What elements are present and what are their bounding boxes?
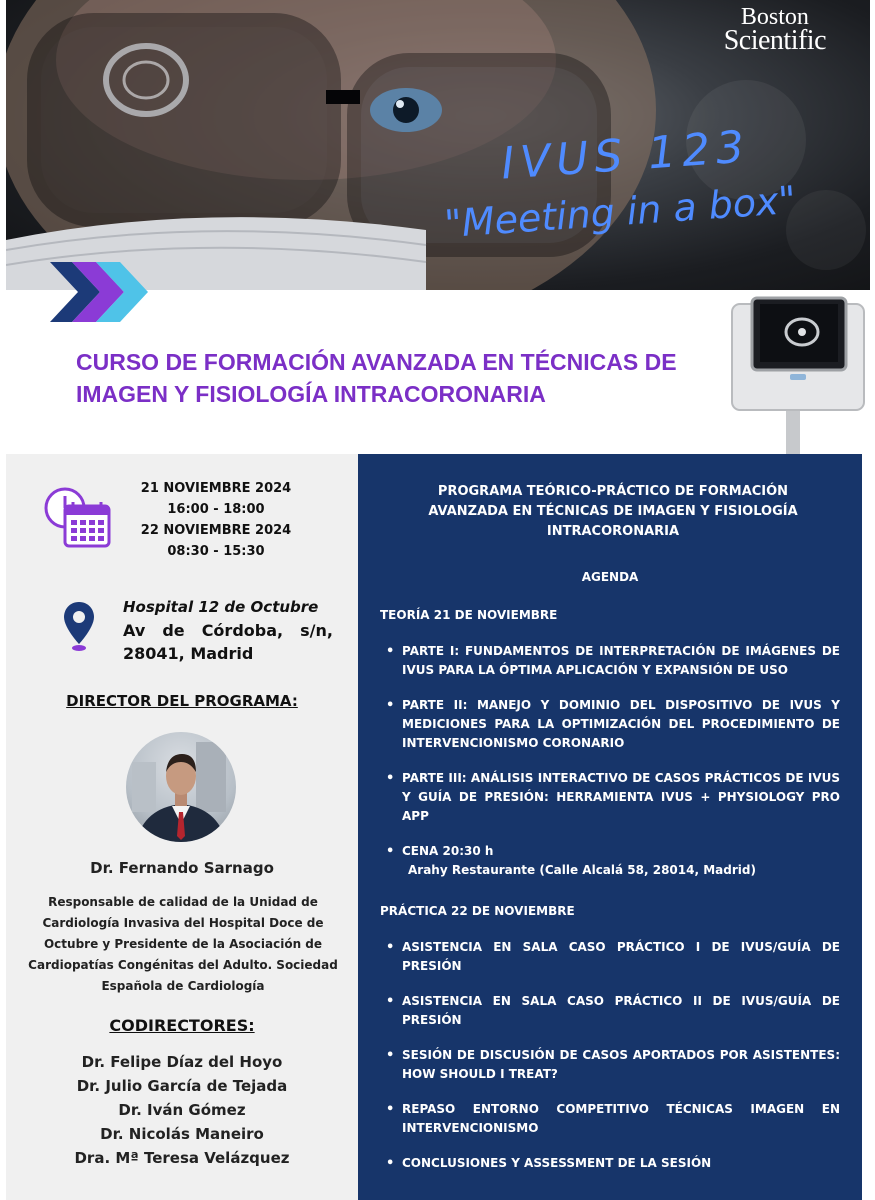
codirector-name: Dra. Mª Teresa Velázquez (74, 1149, 290, 1167)
date-1: 21 NOVIEMBRE 2024 (140, 481, 292, 496)
practice-list (380, 938, 840, 1189)
dinner-label: CENA 20:30 h (402, 844, 494, 858)
director-avatar (126, 732, 236, 842)
codirector-name: Dr. Iván Gómez (118, 1101, 246, 1119)
theory-list (380, 642, 840, 896)
director-name: Dr. Fernando Sarnago (90, 859, 274, 877)
course-title: CURSO DE FORMACIÓN AVANZADA EN TÉCNICAS DE IMAGEN Y FISIOLOGÍA INTRACORONARIA (76, 349, 677, 407)
left-column (6, 454, 358, 1200)
dinner-item (380, 842, 840, 880)
schedule-dates (136, 478, 296, 562)
date-2: 22 NOVIEMBRE 2024 (140, 523, 292, 538)
codirector-name: Dr. Julio García de Tejada (76, 1077, 288, 1095)
codirectors-list (6, 1050, 358, 1170)
list-item: • ASISTENCIA EN SALA CASO PRÁCTICO II DE IVUS/GUÍA DE PRESIÓN (380, 992, 840, 1030)
codirector-name: Dr. Nicolás Maneiro (100, 1125, 264, 1143)
time-2: 08:30 - 15:30 (167, 544, 265, 559)
list-item: • PARTE II: MANEJO Y DOMINIO DEL DISPOSITIVO DE IVUS Y MEDICIONES PARA LA OPTIMIZACIÓN DEL PROCEDIMIENTO DE INTERVENCIONISMO CORONARIO (380, 696, 840, 753)
director-bio: Responsable de calidad de la Unidad de Cardiología Invasiva del Hospital Doce de Octubre y Presidente de la Asociación de Cardiopatías Congénitas del Adulto. Sociedad Española de Cardiología (28, 895, 338, 993)
title-band (6, 290, 870, 454)
director-heading: DIRECTOR DEL PROGRAMA: (66, 692, 298, 710)
ivus-123-handwriting: IVUS 123 (499, 121, 752, 190)
city-line: 28041, Madrid (123, 644, 254, 663)
program-panel (358, 454, 862, 1200)
venue-address (123, 596, 333, 665)
calendar-clock-icon (43, 486, 113, 550)
theory-heading: TEORÍA 21 DE NOVIEMBRE (380, 608, 558, 622)
program-title: PROGRAMA TEÓRICO-PRÁCTICO DE FORMACIÓN AVANZADA EN TÉCNICAS DE IMAGEN Y FISIOLOGÍA INTRACORONARIA (428, 484, 798, 539)
list-item: • ASISTENCIA EN SALA CASO PRÁCTICO I DE IVUS/GUÍA DE PRESIÓN (380, 938, 840, 976)
codirectors-heading: CODIRECTORES: (109, 1016, 255, 1035)
meeting-in-a-box-handwriting: "Meeting in a box" (442, 177, 798, 247)
list-item: • SESIÓN DE DISCUSIÓN DE CASOS APORTADOS POR ASISTENTES: HOW SHOULD I TREAT? (380, 1046, 840, 1084)
list-item: • CONCLUSIONES Y ASSESSMENT DE LA SESIÓN (380, 1154, 840, 1173)
location-pin-icon (62, 600, 96, 654)
street-line: Av de Córdoba, s/n, (123, 621, 333, 640)
hero-photo (6, 0, 870, 290)
ivus-device-icon (726, 290, 870, 454)
chevron-arrows-icon (50, 252, 160, 332)
time-1: 16:00 - 18:00 (167, 502, 265, 517)
boston-scientific-logo: Boston Scientific (723, 4, 826, 56)
director-photo (126, 732, 236, 842)
codirector-name: Dr. Felipe Díaz del Hoyo (81, 1053, 283, 1071)
list-item: • REPASO ENTORNO COMPETITIVO TÉCNICAS IMAGEN EN INTERVENCIONISMO (380, 1100, 840, 1138)
agenda-heading: AGENDA (581, 570, 639, 584)
list-item: • PARTE III: ANÁLISIS INTERACTIVO DE CASOS PRÁCTICOS DE IVUS Y GUÍA DE PRESIÓN: HERRAMIENTA IVUS + PHYSIOLOGY PRO APP (380, 769, 840, 826)
practice-heading: PRÁCTICA 22 DE NOVIEMBRE (380, 904, 575, 918)
flyer-frame (6, 0, 870, 1200)
hospital-name: Hospital 12 de Octubre (123, 598, 319, 616)
list-item: • PARTE I: FUNDAMENTOS DE INTERPRETACIÓN DE IMÁGENES DE IVUS PARA LA ÓPTIMA APLICACIÓN Y EXPANSIÓN DE USO (380, 642, 840, 680)
dinner-place: Arahy Restaurante (Calle Alcalá 58, 28014, Madrid) (408, 863, 756, 877)
